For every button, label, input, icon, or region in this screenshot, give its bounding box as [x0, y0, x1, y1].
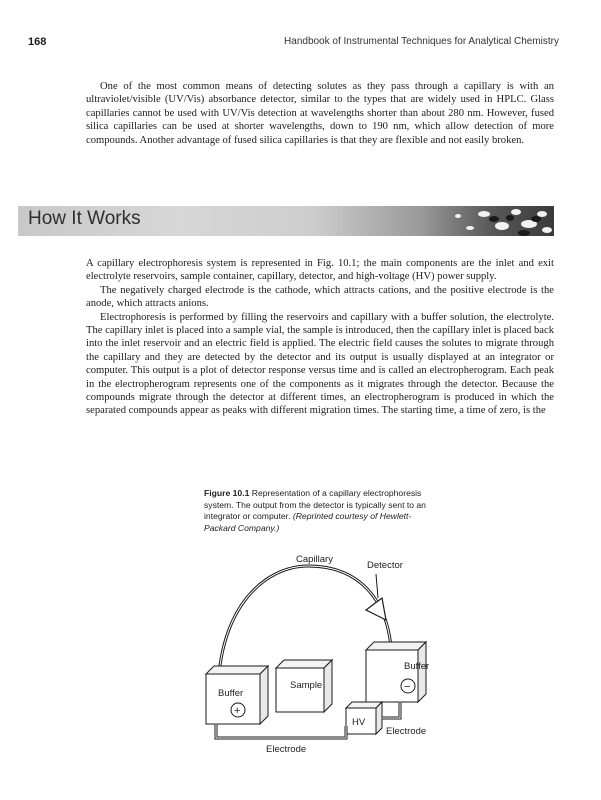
running-head: Handbook of Instrumental Techniques for Analytical Chemistry: [284, 36, 559, 47]
label-electrode-right: Electrode: [386, 726, 427, 737]
section-banner: [18, 206, 554, 236]
figure-caption-text: Representation of a capillary electrophoresis system. The output from the detector is typically sent to an integrator or computer.: [204, 488, 426, 522]
label-buffer-right: Buffer: [404, 661, 430, 672]
label-hv: HV: [352, 717, 366, 728]
label-electrode-bottom: Electrode: [266, 744, 307, 755]
figure-credit: (Reprinted courtesy of Hewlett-Packard Company.): [204, 511, 412, 533]
ce-system-diagram: [196, 546, 456, 756]
figure-label: Figure 10.1: [204, 488, 250, 498]
label-buffer-left: Buffer: [218, 688, 244, 699]
minus-sign: −: [404, 681, 411, 693]
section-paragraph-2: The negatively charged electrode is the cathode, which attracts cations, and the positive electrode is the anode, which attracts anions.: [86, 284, 554, 310]
intro-paragraph: One of the most common means of detecting solutes as they pass through a capillary is with an ultraviolet/visible (UV/Vis) absorbance detector, similar to the types that are widely used in HPLC. Glass capillaries cannot be used with UV/Vis detection at wavelengths shorter than about 280 nm. However, fused silica capillaries can be used at shorter wavelengths, down to 190 nm, which allow detection of more compounds. Another advantage of fused silica capillaries is that they are flexible and not easily broken.: [86, 81, 554, 146]
page-number: 168: [28, 36, 47, 48]
section-body: [86, 257, 554, 418]
figure-caption: [204, 488, 440, 534]
label-capillary: Capillary: [296, 554, 333, 565]
banner-texture: [364, 206, 554, 236]
intro-text: [86, 80, 554, 147]
electrode-wire-right: [382, 702, 400, 718]
page-header: [28, 36, 559, 52]
section-title: How It Works: [28, 208, 141, 229]
label-detector: Detector: [367, 560, 403, 571]
plus-sign: +: [234, 705, 241, 717]
section-paragraph-3: Electrophoresis is performed by filling the reservoirs and capillary with a buffer solution, the electrolyte. The capillary inlet is placed into a sample vial, the sample is introduced, then the capillary inlet is placed back into the inlet reservoir and an electric field is applied. The electric field causes the solutes to migrate through the capillary and they are detected by the detector and its output is usually displayed at an integrator or computer. This output is a plot of detector response versus time and is called an electropherogram. Each peak in the electropherogram represents one of the components as it migrates through the detector. Because the compounds migrate through the detector at different times, an electropherogram is produced in which the separated compounds appear as peaks with different migration times. The starting time, a time of zero, is the: [86, 311, 554, 417]
label-sample: Sample: [290, 680, 323, 691]
section-paragraph-1: A capillary electrophoresis system is represented in Fig. 10.1; the main components are the inlet and exit electrolyte reservoirs, sample container, capillary, detector, and high-voltage (HV) power supply.: [86, 258, 554, 283]
outlet-buffer-reservoir: [366, 642, 426, 702]
electrode-wire-left: [216, 724, 346, 738]
